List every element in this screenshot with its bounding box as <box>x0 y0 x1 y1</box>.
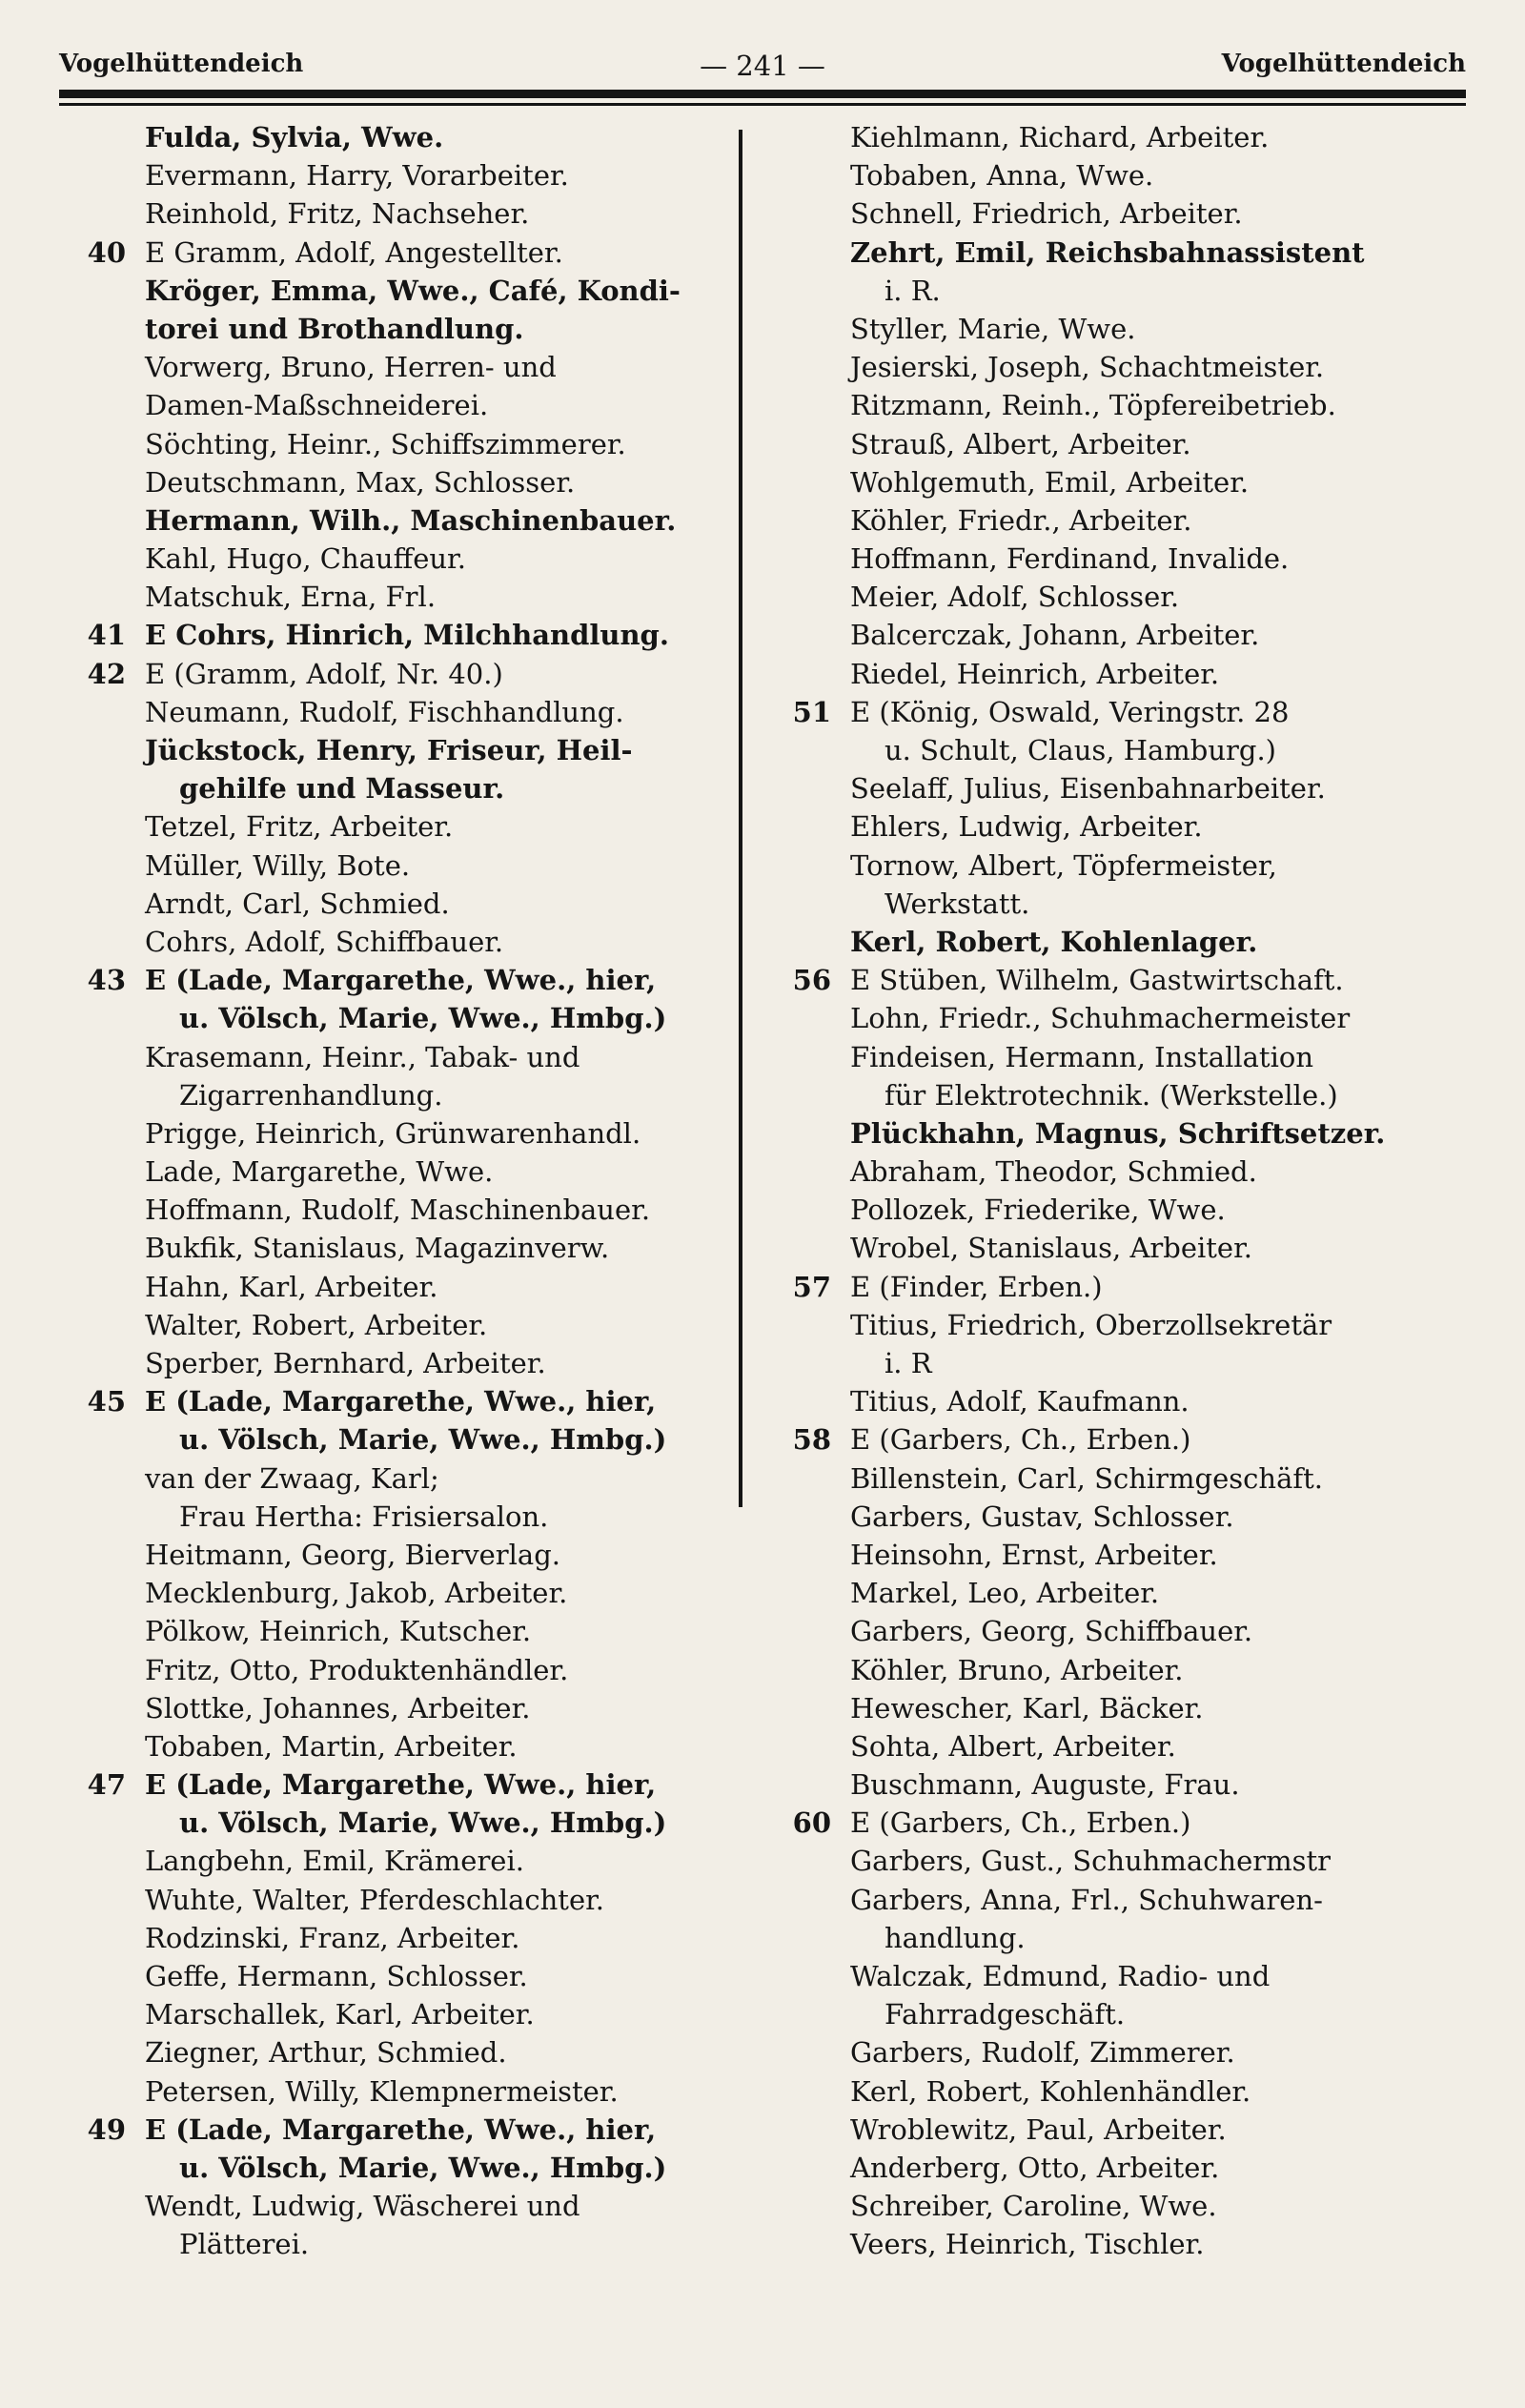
entry-text: Pölkow, Heinrich, Kutscher. <box>145 1615 532 1648</box>
entry-text: Walczak, Edmund, Radio- und <box>850 1960 1271 1992</box>
entry-text: Ehlers, Ludwig, Arbeiter. <box>850 810 1203 844</box>
directory-entry <box>67 272 734 310</box>
entry-text: Fritz, Otto, Produktenhändler. <box>145 1653 569 1686</box>
directory-entry <box>67 310 734 348</box>
directory-entry <box>772 2225 1496 2263</box>
directory-entry <box>772 1804 1496 1842</box>
entry-text: Vorwerg, Bruno, Herren- und <box>145 351 557 384</box>
entry-text: Söchting, Heinr., Schiffszimmerer. <box>145 427 626 460</box>
entry-text: E (Finder, Erben.) <box>850 1270 1103 1303</box>
entry-text: u. Völsch, Marie, Wwe., Hmbg.) <box>179 1806 667 1840</box>
entry-text: torei und Brothandlung. <box>145 312 524 345</box>
entry-text: Sperber, Bernhard, Arbeiter. <box>145 1347 546 1379</box>
directory-entry <box>67 1498 734 1536</box>
directory-entry <box>67 847 734 885</box>
directory-entry <box>772 272 1496 310</box>
directory-entry <box>67 1382 734 1420</box>
entry-text: Wuhte, Walter, Pferdeschlachter. <box>145 1883 605 1916</box>
entry-text: Frau Hertha: Frisiersalon. <box>179 1500 549 1533</box>
directory-entry <box>772 501 1496 540</box>
directory-entry <box>772 1536 1496 1574</box>
directory-entry <box>772 1689 1496 1727</box>
entry-text: Rodzinski, Franz, Arbeiter. <box>145 1921 520 1954</box>
entry-text: Findeisen, Hermann, Installation <box>850 1040 1313 1073</box>
entry-text: Evermann, Harry, Vorarbeiter. <box>145 159 569 193</box>
header-street-left: Vogelhüttendeich <box>59 50 304 78</box>
directory-entry <box>772 1344 1496 1382</box>
directory-entry <box>67 1076 734 1114</box>
directory-entry <box>67 425 734 463</box>
house-number: 40 <box>87 235 126 269</box>
directory-entry <box>772 923 1496 961</box>
entry-text: Tobaben, Anna, Wwe. <box>850 159 1154 193</box>
directory-entry <box>772 2187 1496 2225</box>
directory-entry <box>772 2033 1496 2071</box>
entry-text: Pollozek, Friederike, Wwe. <box>850 1194 1226 1227</box>
entry-text: Kahl, Hugo, Chauffeur. <box>145 542 466 576</box>
entry-text: Garbers, Gustav, Schlosser. <box>850 1500 1234 1533</box>
entry-text: Mecklenburg, Jakob, Arbeiter. <box>145 1577 568 1610</box>
directory-entry <box>67 1651 734 1689</box>
directory-entry <box>772 425 1496 463</box>
directory-entry <box>67 731 734 769</box>
directory-entry <box>772 961 1496 999</box>
entry-text: Bukfik, Stanislaus, Magazinverw. <box>145 1232 610 1265</box>
directory-entry <box>772 655 1496 693</box>
directory-entry <box>772 1842 1496 1880</box>
directory-entry <box>772 1574 1496 1612</box>
directory-entry <box>67 1268 734 1306</box>
entry-text: i. R. <box>884 274 941 307</box>
directory-entry <box>67 118 734 156</box>
entry-text: Abraham, Theodor, Schmied. <box>850 1155 1257 1189</box>
entry-text: E (Garbers, Ch., Erben.) <box>850 1423 1191 1457</box>
house-number: 41 <box>87 619 126 652</box>
entry-text: Matschuk, Erna, Frl. <box>145 581 437 614</box>
directory-entry <box>772 1881 1496 1919</box>
directory-entry <box>772 847 1496 885</box>
directory-entry <box>67 1191 734 1229</box>
directory-entry <box>772 999 1496 1037</box>
directory-entry <box>67 923 734 961</box>
directory-entry <box>67 1881 734 1919</box>
house-number: 42 <box>87 657 126 690</box>
directory-entry <box>772 118 1496 156</box>
directory-entry <box>772 1612 1496 1650</box>
house-number: 60 <box>792 1806 831 1840</box>
directory-entry <box>772 1765 1496 1804</box>
directory-entry <box>772 578 1496 616</box>
directory-entry <box>772 1498 1496 1536</box>
entry-text: Reinhold, Fritz, Nachseher. <box>145 197 530 231</box>
directory-entry <box>772 1191 1496 1229</box>
directory-entry <box>772 2149 1496 2187</box>
directory-entry <box>67 2111 734 2149</box>
entry-text: Strauß, Albert, Arbeiter. <box>850 427 1191 460</box>
entry-text: E Gramm, Adolf, Angestellter. <box>145 235 563 269</box>
directory-entry <box>772 386 1496 424</box>
entry-text: Damen-Maßschneiderei. <box>145 389 489 422</box>
entry-text: E Cohrs, Hinrich, Milchhandlung. <box>145 619 669 652</box>
entry-text: Zigarrenhandlung. <box>179 1078 443 1112</box>
house-number: 56 <box>792 964 831 997</box>
entry-text: E (Garbers, Ch., Erben.) <box>850 1806 1191 1840</box>
directory-entry <box>67 578 734 616</box>
entry-text: Jesierski, Joseph, Schachtmeister. <box>850 351 1325 384</box>
entry-text: Ritzmann, Reinh., Töpfereibetrieb. <box>850 389 1336 422</box>
directory-entry <box>67 1153 734 1191</box>
directory-entry <box>67 1114 734 1153</box>
directory-entry <box>67 234 734 272</box>
entry-text: Markel, Leo, Arbeiter. <box>850 1577 1160 1610</box>
entry-text: Garbers, Gust., Schuhmachermstr <box>850 1845 1332 1878</box>
entry-text: Schnell, Friedrich, Arbeiter. <box>850 197 1243 231</box>
entry-text: handlung. <box>884 1921 1026 1954</box>
entry-text: Hermann, Wilh., Maschinenbauer. <box>145 503 677 537</box>
entry-text: Langbehn, Emil, Krämerei. <box>145 1845 524 1878</box>
directory-entry <box>772 234 1496 272</box>
entry-text: Seelaff, Julius, Eisenbahnarbeiter. <box>850 772 1326 806</box>
entry-text: Wroblewitz, Paul, Arbeiter. <box>850 2112 1227 2146</box>
directory-entry <box>772 1153 1496 1191</box>
entry-text: Wohlgemuth, Emil, Arbeiter. <box>850 465 1250 499</box>
entry-text: Cohrs, Adolf, Schiffbauer. <box>145 925 504 958</box>
directory-entry <box>772 1919 1496 1957</box>
entry-text: Hoffmann, Rudolf, Maschinenbauer. <box>145 1194 651 1227</box>
header-street-right: Vogelhüttendeich <box>1221 50 1466 78</box>
entry-text: Sohta, Albert, Arbeiter. <box>850 1729 1176 1763</box>
left-column <box>67 118 734 2264</box>
entry-text: Neumann, Rudolf, Fischhandlung. <box>145 695 624 728</box>
directory-entry <box>67 501 734 540</box>
directory-entry <box>67 386 734 424</box>
directory-entry <box>772 310 1496 348</box>
entry-text: Tornow, Albert, Töpfermeister, <box>850 848 1277 882</box>
directory-entry <box>67 693 734 731</box>
entry-text: Köhler, Friedr., Arbeiter. <box>850 503 1192 537</box>
directory-entry <box>67 540 734 578</box>
directory-entry <box>772 1651 1496 1689</box>
entry-text: Petersen, Willy, Klempnermeister. <box>145 2074 619 2108</box>
entry-text: gehilfe und Masseur. <box>179 772 505 806</box>
directory-entry <box>772 1306 1496 1344</box>
directory-entry <box>67 961 734 999</box>
entry-text: Hoffmann, Ferdinand, Invalide. <box>850 542 1290 576</box>
page-header <box>59 42 1466 90</box>
entry-text: Plätterei. <box>179 2228 310 2261</box>
directory-entry <box>772 807 1496 846</box>
directory-entry <box>67 1765 734 1804</box>
directory-entry <box>67 1536 734 1574</box>
directory-entry <box>67 769 734 807</box>
directory-entry <box>67 156 734 194</box>
entry-text: Prigge, Heinrich, Grünwarenhandl. <box>145 1116 641 1150</box>
entry-text: Plückhahn, Magnus, Schriftsetzer. <box>850 1116 1386 1150</box>
entry-text: Deutschmann, Max, Schlosser. <box>145 465 576 499</box>
entry-text: Krasemann, Heinr., Tabak- und <box>145 1040 580 1073</box>
directory-entry <box>67 807 734 846</box>
entry-text: i. R <box>884 1347 932 1379</box>
directory-entry <box>67 1919 734 1957</box>
directory-entry <box>67 616 734 654</box>
directory-entry <box>67 1420 734 1459</box>
directory-entry <box>67 2225 734 2263</box>
house-number: 47 <box>87 1768 126 1802</box>
entry-text: E (Gramm, Adolf, Nr. 40.) <box>145 657 503 690</box>
entry-text: Tobaben, Martin, Arbeiter. <box>145 1729 518 1763</box>
entry-text: Köhler, Bruno, Arbeiter. <box>850 1653 1184 1686</box>
entry-text: Werkstatt. <box>884 887 1030 920</box>
entry-text: Hewescher, Karl, Bäcker. <box>850 1691 1204 1724</box>
entry-text: Müller, Willy, Bote. <box>145 848 411 882</box>
header-rule-thin <box>59 103 1466 106</box>
directory-entry <box>67 1344 734 1382</box>
entry-text: Kröger, Emma, Wwe., Café, Kondi- <box>145 274 681 307</box>
directory-entry <box>67 999 734 1037</box>
directory-entry <box>772 463 1496 501</box>
entry-text: Titius, Friedrich, Oberzollsekretär <box>850 1308 1332 1341</box>
directory-entry <box>67 655 734 693</box>
directory-entry <box>67 1612 734 1650</box>
entry-text: Marschallek, Karl, Arbeiter. <box>145 1998 535 2031</box>
directory-entry <box>67 2149 734 2187</box>
entry-text: Garbers, Rudolf, Zimmerer. <box>850 2036 1235 2070</box>
entry-text: Garbers, Anna, Frl., Schuhwaren- <box>850 1883 1323 1916</box>
directory-entry <box>67 463 734 501</box>
directory-entry <box>67 1727 734 1765</box>
entry-text: Ziegner, Arthur, Schmied. <box>145 2036 507 2070</box>
entry-text: Meier, Adolf, Schlosser. <box>850 581 1180 614</box>
entry-text: Kerl, Robert, Kohlenlager. <box>850 925 1258 958</box>
entry-text: Wrobel, Stanislaus, Arbeiter. <box>850 1232 1252 1265</box>
entry-text: Tetzel, Fritz, Arbeiter. <box>145 810 454 844</box>
directory-entry <box>772 156 1496 194</box>
entry-text: E (Lade, Margarethe, Wwe., hier, <box>145 964 657 997</box>
directory-entry <box>772 1076 1496 1114</box>
entry-text: E (König, Oswald, Veringstr. 28 <box>850 695 1290 728</box>
house-number: 57 <box>792 1270 831 1303</box>
entry-text: Heitmann, Georg, Bierverlag. <box>145 1538 560 1571</box>
directory-entry <box>772 616 1496 654</box>
directory-entry <box>772 1459 1496 1498</box>
entry-text: für Elektrotechnik. (Werkstelle.) <box>884 1078 1338 1112</box>
directory-entry <box>67 1804 734 1842</box>
entry-text: Schreiber, Caroline, Wwe. <box>850 2190 1217 2223</box>
entry-text: E (Lade, Margarethe, Wwe., hier, <box>145 2112 657 2146</box>
entry-text: E (Lade, Margarethe, Wwe., hier, <box>145 1768 657 1802</box>
directory-entry <box>772 2111 1496 2149</box>
entry-text: Lohn, Friedr., Schuhmachermeister <box>850 1002 1351 1035</box>
directory-entry <box>772 1229 1496 1267</box>
entry-text: u. Völsch, Marie, Wwe., Hmbg.) <box>179 1002 667 1035</box>
entry-text: Slottke, Johannes, Arbeiter. <box>145 1691 531 1724</box>
entry-text: Billenstein, Carl, Schirmgeschäft. <box>850 1461 1323 1495</box>
directory-entry <box>772 1268 1496 1306</box>
entry-text: Balcerczak, Johann, Arbeiter. <box>850 619 1260 652</box>
directory-entry <box>67 1459 734 1498</box>
entry-text: Fulda, Sylvia, Wwe. <box>145 121 444 153</box>
house-number: 45 <box>87 1385 126 1418</box>
house-number: 49 <box>87 2112 126 2146</box>
entry-text: u. Völsch, Marie, Wwe., Hmbg.) <box>179 2151 667 2184</box>
entry-text: Kerl, Robert, Kohlenhändler. <box>850 2074 1251 2108</box>
directory-entry <box>772 1957 1496 1995</box>
directory-entry <box>67 1689 734 1727</box>
entry-text: Fahrradgeschäft. <box>884 1998 1126 2031</box>
directory-entry <box>67 1957 734 1995</box>
directory-entry <box>67 885 734 923</box>
directory-entry <box>67 2033 734 2071</box>
directory-entry <box>772 2072 1496 2111</box>
entry-text: Jückstock, Henry, Friseur, Heil- <box>145 734 633 766</box>
entry-text: E (Lade, Margarethe, Wwe., hier, <box>145 1385 657 1418</box>
directory-entry <box>67 1574 734 1612</box>
entry-text: Styller, Marie, Wwe. <box>850 312 1136 345</box>
directory-entry <box>772 540 1496 578</box>
right-column <box>772 118 1496 2264</box>
directory-entry <box>772 769 1496 807</box>
directory-entry <box>67 2072 734 2111</box>
entry-text: Arndt, Carl, Schmied. <box>145 887 450 920</box>
entry-text: Walter, Robert, Arbeiter. <box>145 1308 488 1341</box>
header-rule <box>59 90 1466 98</box>
entry-text: van der Zwaag, Karl; <box>145 1461 439 1495</box>
column-divider <box>739 130 742 1507</box>
directory-entry <box>772 693 1496 731</box>
directory-entry <box>67 1229 734 1267</box>
house-number: 58 <box>792 1423 831 1457</box>
entry-text: Anderberg, Otto, Arbeiter. <box>850 2151 1220 2184</box>
directory-entry <box>772 885 1496 923</box>
directory-entry <box>772 194 1496 233</box>
entry-text: u. Schult, Claus, Hamburg.) <box>884 734 1276 766</box>
entry-text: Heinsohn, Ernst, Arbeiter. <box>850 1538 1218 1571</box>
directory-entry <box>772 1727 1496 1765</box>
entry-text: Buschmann, Auguste, Frau. <box>850 1768 1240 1802</box>
directory-entry <box>67 1038 734 1076</box>
directory-entry <box>67 1842 734 1880</box>
entry-text: Titius, Adolf, Kaufmann. <box>850 1385 1190 1418</box>
directory-entry <box>67 348 734 386</box>
entry-text: Hahn, Karl, Arbeiter. <box>145 1270 438 1303</box>
house-number: 51 <box>792 695 831 728</box>
entry-text: Geffe, Hermann, Schlosser. <box>145 1960 528 1992</box>
directory-entry <box>67 194 734 233</box>
entry-text: u. Völsch, Marie, Wwe., Hmbg.) <box>179 1423 667 1457</box>
entry-text: Riedel, Heinrich, Arbeiter. <box>850 657 1220 690</box>
entry-text: Veers, Heinrich, Tischler. <box>850 2228 1205 2261</box>
directory-entry <box>772 1382 1496 1420</box>
entry-text: Lade, Margarethe, Wwe. <box>145 1155 494 1189</box>
page-number: — 241 — <box>700 50 825 82</box>
house-number: 43 <box>87 964 126 997</box>
directory-entry <box>67 1306 734 1344</box>
directory-entry <box>772 731 1496 769</box>
directory-entry <box>772 1038 1496 1076</box>
entry-text: Wendt, Ludwig, Wäscherei und <box>145 2190 580 2223</box>
entry-text: Kiehlmann, Richard, Arbeiter. <box>850 121 1270 153</box>
directory-entry <box>772 1114 1496 1153</box>
entry-text: Zehrt, Emil, Reichsbahnassistent <box>850 235 1365 269</box>
entry-text: Garbers, Georg, Schiffbauer. <box>850 1615 1253 1648</box>
directory-entry <box>772 1420 1496 1459</box>
entry-text: E Stüben, Wilhelm, Gastwirtschaft. <box>850 964 1344 997</box>
directory-entry <box>67 1995 734 2033</box>
directory-entry <box>67 2187 734 2225</box>
directory-entry <box>772 1995 1496 2033</box>
directory-entry <box>772 348 1496 386</box>
